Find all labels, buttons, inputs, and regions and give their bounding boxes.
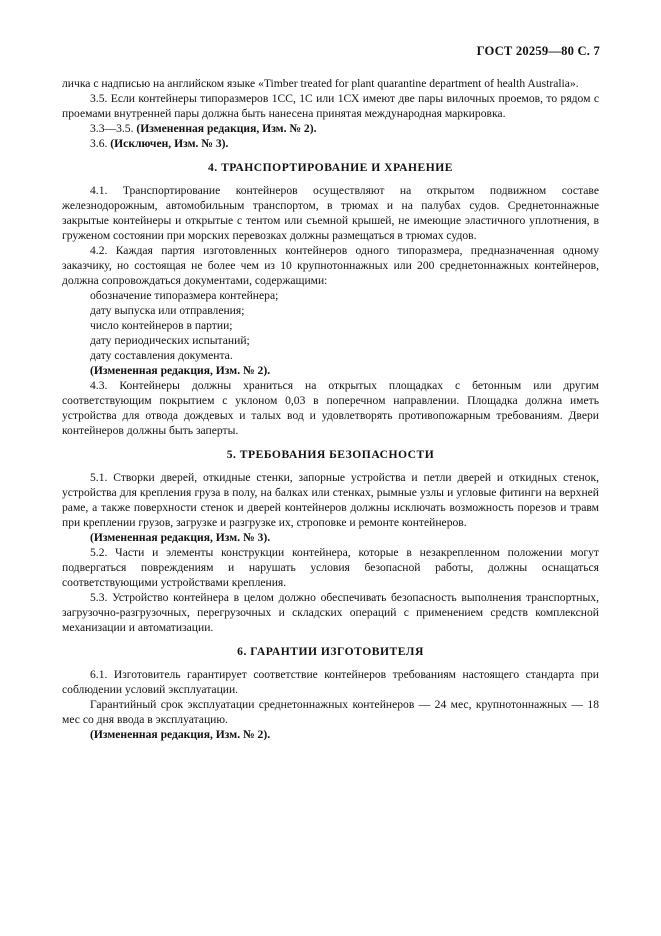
list-item: число контейнеров в партии; bbox=[90, 319, 233, 332]
paragraph-5-3: 5.3. Устройство контейнера в целом должно обеспечивать безопасность выполнения транспортных, загрузочно-разгрузочных, перегрузочных и складских операций с применением средств комплексной механизации и автоматизации. bbox=[62, 591, 599, 634]
running-header: ГОСТ 20259—80 С. 7 bbox=[476, 44, 600, 58]
list-item: дату составления документа. bbox=[90, 349, 233, 362]
amendment-note: (Измененная редакция, Изм. № 2). bbox=[90, 728, 271, 741]
paragraph-6-1: 6.1. Изготовитель гарантирует соответствие контейнеров требованиям настоящего стандарта при соблюдении условий эксплуатации. bbox=[62, 668, 599, 696]
list-item: дату периодических испытаний; bbox=[90, 334, 250, 347]
paragraph-3-6 bbox=[62, 136, 599, 151]
section-5-heading: 5. ТРЕБОВАНИЯ БЕЗОПАСНОСТИ bbox=[226, 448, 435, 461]
paragraph-5-1: 5.1. Створки дверей, откидные стенки, запорные устройства и петли дверей и откидных стенок, устройства для крепления груза в полу, на балках или стенках, рымные узлы и угловые фитинги на верхней раме, а также поверхности стенок и дверей контейнеров должны исключать возможность порезов и травм при креплении грузов, загрузке и разгрузке их, строповке и ремонте контейнеров. bbox=[62, 471, 599, 529]
paragraph-4-1: 4.1. Транспортирование контейнеров осуществляют на открытом подвижном составе железнодорожным, автомобильным транспортом, в трюмах и на палубах судов. Среднетоннажные закрытые контейнеры и открытые с тентом или съемной крышей, не имеющие эластичного уплотнения, в груженом состоянии при морских перевозках должны размещаться в трюмах судов. bbox=[62, 184, 599, 242]
excluded-note: (Исключен, Изм. № 3). bbox=[110, 137, 229, 150]
amendment-note: (Измененная редакция, Изм. № 2). bbox=[136, 122, 317, 135]
clause-number: 3.6. bbox=[90, 137, 108, 150]
section-6-heading: 6. ГАРАНТИИ ИЗГОТОВИТЕЛЯ bbox=[237, 645, 424, 658]
documents-list bbox=[62, 288, 599, 363]
paragraph-4-3: 4.3. Контейнеры должны храниться на открытых площадках с бетонным или другим соответствующим покрытием с уклоном 0,03 в поперечном направлении. Площадка должна иметь устройства для отвода дождевых и талых вод и удовлетворять противопожарным требованиям. Двери контейнеров должны быть заперты. bbox=[62, 379, 599, 437]
paragraph-3-3-note bbox=[62, 121, 599, 136]
paragraph-4-2: 4.2. Каждая партия изготовленных контейнеров одного типоразмера, предназначенная одному заказчику, но состоящая не более чем из 10 крупнотоннажных или 200 среднетоннажных контейнеров, должна сопровождаться документами, содержащими: bbox=[62, 244, 599, 287]
continuation-paragraph: личка с надписью на английском языке «Timber treated for plant quarantine department of health Australia». bbox=[62, 77, 579, 90]
warranty-paragraph: Гарантийный срок эксплуатации среднетоннажных контейнеров — 24 мес, крупнотоннажных — 18 мес со дня ввода в эксплуатацию. bbox=[62, 698, 599, 726]
paragraph-5-2: 5.2. Части и элементы конструкции контейнера, которые в незакрепленном положении могут подвергаться повреждениям и нарушать условия безопасной работы, должны оснащаться соответствующими устройствами крепления. bbox=[62, 546, 599, 589]
clause-range: 3.3—3.5. bbox=[90, 122, 134, 135]
section-4-heading: 4. ТРАНСПОРТИРОВАНИЕ И ХРАНЕНИЕ bbox=[207, 161, 454, 174]
amendment-note: (Измененная редакция, Изм. № 2). bbox=[90, 364, 271, 377]
amendment-note: (Измененная редакция, Изм. № 3). bbox=[90, 531, 271, 544]
list-item: дату выпуска или отправления; bbox=[90, 304, 245, 317]
paragraph-3-5: 3.5. Если контейнеры типоразмеров 1СС, 1С или 1СХ имеют две пары вилочных проемов, то рядом с проемами внутренней пары должна быть нанесена принятая международная маркировка. bbox=[62, 92, 599, 120]
list-item: обозначение типоразмера контейнера; bbox=[90, 289, 279, 302]
page-content bbox=[62, 76, 599, 742]
